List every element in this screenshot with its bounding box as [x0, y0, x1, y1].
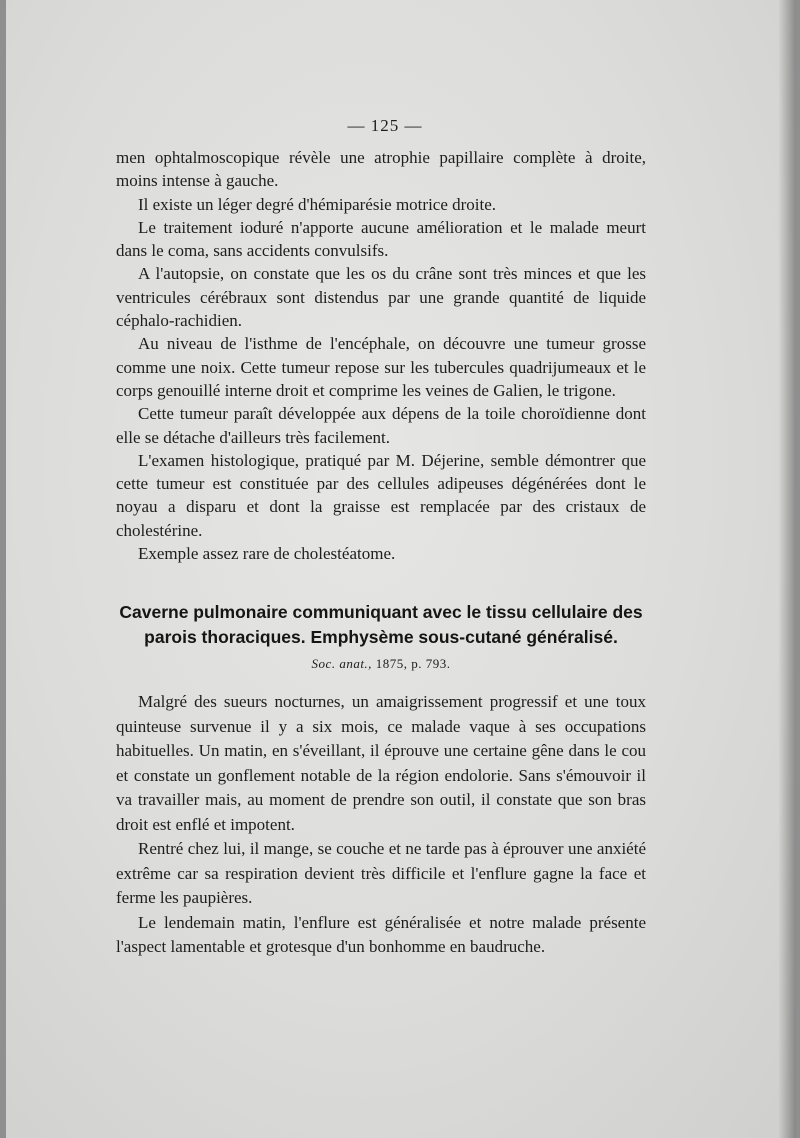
scanned-page [6, 0, 796, 1138]
paragraph: A l'autopsie, on constate que les os du crâne sont très minces et que les ventricules cérébraux sont distendus par une grande quantité de liquide céphalo-rachidien. [116, 264, 646, 331]
citation-journal: Soc. anat., [311, 656, 372, 672]
paragraph: Malgré des sueurs nocturnes, un amaigrissement progressif et une toux quinteuse survenue il y a six mois, ce malade vaque à ses occupations habituelles. Un matin, en s'éveillant, il éprouve une certaine gêne dans le cou et constate un gonflement notable de la région endolorie. Sans s'émouvoir il va travailler mais, au moment de prendre son outil, il constate que son bras droit est enflé et impotent. [116, 692, 646, 834]
paragraph: Rentré chez lui, il mange, se couche et ne tarde pas à éprouver une anxiété extrême car sa respiration devient très difficile et l'enflure gagne la face et ferme les paupières. [116, 839, 646, 908]
section-title [116, 600, 646, 650]
paragraph: Il existe un léger degré d'hémiparésie motrice droite. [138, 194, 497, 214]
section-title-line: Caverne pulmonaire communiquant avec le tissu cellulaire des [119, 602, 643, 623]
citation [116, 656, 646, 672]
page-edge-shadow [778, 0, 796, 1138]
paragraph: men ophtalmoscopique révèle une atrophie papillaire complète à droite, moins intense à gauche. [116, 148, 646, 191]
citation-reference: 1875, p. 793. [375, 656, 451, 672]
paragraph: Cette tumeur paraît développée aux dépens de la toile choroïdienne dont elle se détache d'ailleurs très facilement. [116, 404, 646, 447]
case-continuation [116, 146, 646, 565]
page-number: — 125 — [347, 116, 423, 135]
paragraph: Exemple assez rare de cholestéatome. [138, 544, 396, 564]
paragraph: Le lendemain matin, l'enflure est généralisée et notre malade présente l'aspect lamentable et grotesque d'un bonhomme en baudruche. [116, 912, 646, 957]
paragraph: Au niveau de l'isthme de l'encéphale, on découvre une tumeur grosse comme une noix. Cette tumeur repose sur les tubercules quadrijumeaux et le corps genouillé interne droit et comprime les veines de Galien, le trigone. [116, 334, 646, 400]
page-text [116, 116, 646, 960]
paragraph: L'examen histologique, pratiqué par M. Déjerine, semble démontrer que cette tumeur est constituée par des cellules adipeuses dégénérées dont le noyau a disparu et dont la graisse est remplacée par des cristaux de cholestérine. [116, 450, 646, 540]
section-title-line: parois thoraciques. Emphysème sous-cutané généralisé. [144, 627, 618, 648]
paragraph: Le traitement ioduré n'apporte aucune amélioration et le malade meurt dans le coma, sans accidents convulsifs. [116, 217, 646, 261]
section-body [116, 690, 646, 960]
